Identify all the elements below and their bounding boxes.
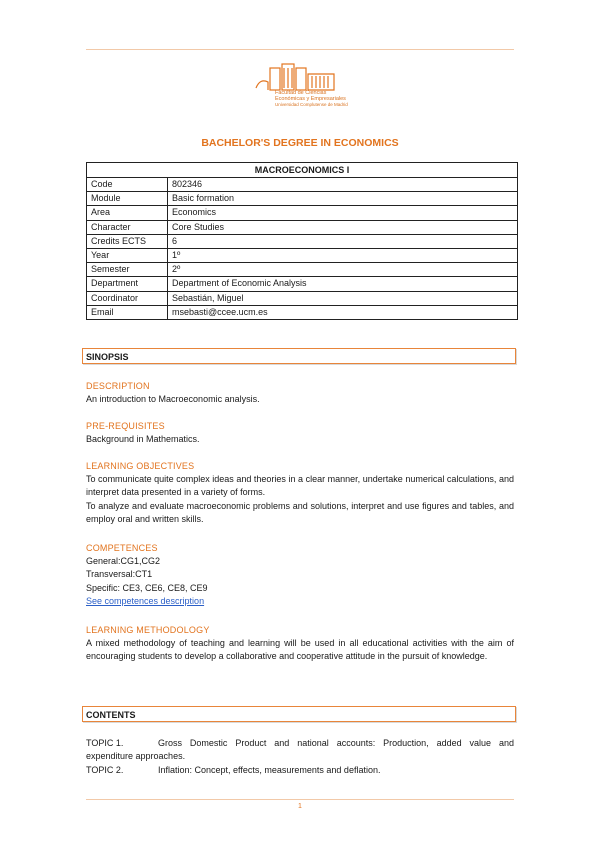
table-row: Year 1º (87, 248, 518, 262)
list-item: TOPIC 1. Gross Domestic Product and national accounts: Production, added value and expenditure approaches. (86, 738, 514, 762)
table-row: Character Core Studies (87, 220, 518, 234)
course-title: MACROECONOMICS I (87, 163, 518, 178)
contents-section-header: CONTENTS (82, 706, 516, 722)
footer-rule (86, 799, 514, 800)
objectives-heading: LEARNING OBJECTIVES (86, 461, 195, 471)
competences-list: General:CG1,CG2 Transversal:CT1 Specific: CE3, CE6, CE8, CE9 See competences description (86, 556, 208, 607)
table-row: Semester 2º (87, 263, 518, 277)
description-text: An introduction to Macroeconomic analysis. (86, 394, 260, 404)
list-item: TOPIC 2. Inflation: Concept, effects, measurements and deflation. (86, 765, 381, 775)
methodology-text: A mixed methodology of teaching and learning will be used in all educational activities with the aim of encouraging students to develop a collaborative and cooperative attitude in the pursuit of knowledge. (86, 638, 514, 662)
table-row: Module Basic formation (87, 192, 518, 206)
table-row: Code 802346 (87, 178, 518, 192)
sinopsis-section-header: SINOPSIS (82, 348, 516, 364)
competences-description-link[interactable]: See competences description (86, 596, 205, 607)
methodology-heading: LEARNING METHODOLOGY (86, 625, 210, 635)
competences-heading: COMPETENCES (86, 543, 158, 553)
objectives-text: To communicate quite complex ideas and theories in a clear manner, undertake numerical calculations, and interpret data presented in a variety of forms. To analyze and evaluate macroeconomic problems and solutions, interpret and use figures and tables, and employ oral and written skills. (86, 474, 514, 525)
degree-title: BACHELOR'S DEGREE IN ECONOMICS (201, 137, 399, 149)
table-row: Credits ECTS 6 (87, 234, 518, 248)
table-row: Department Department of Economic Analysis (87, 277, 518, 291)
description-heading: DESCRIPTION (86, 381, 150, 391)
prereq-heading: PRE-REQUISITES (86, 421, 165, 431)
table-row: Area Economics (87, 206, 518, 220)
header-rule (86, 49, 514, 50)
table-row: Email msebasti@ccee.ucm.es (87, 305, 518, 319)
prereq-text: Background in Mathematics. (86, 434, 200, 444)
table-row: Coordinator Sebastián, Miguel (87, 291, 518, 305)
page-number: 1 (298, 803, 302, 810)
logo-caption: Facultad de Ciencias Económicas y Empresariales Universidad Complutense de Madrid (275, 90, 348, 107)
course-info-table (86, 162, 518, 320)
